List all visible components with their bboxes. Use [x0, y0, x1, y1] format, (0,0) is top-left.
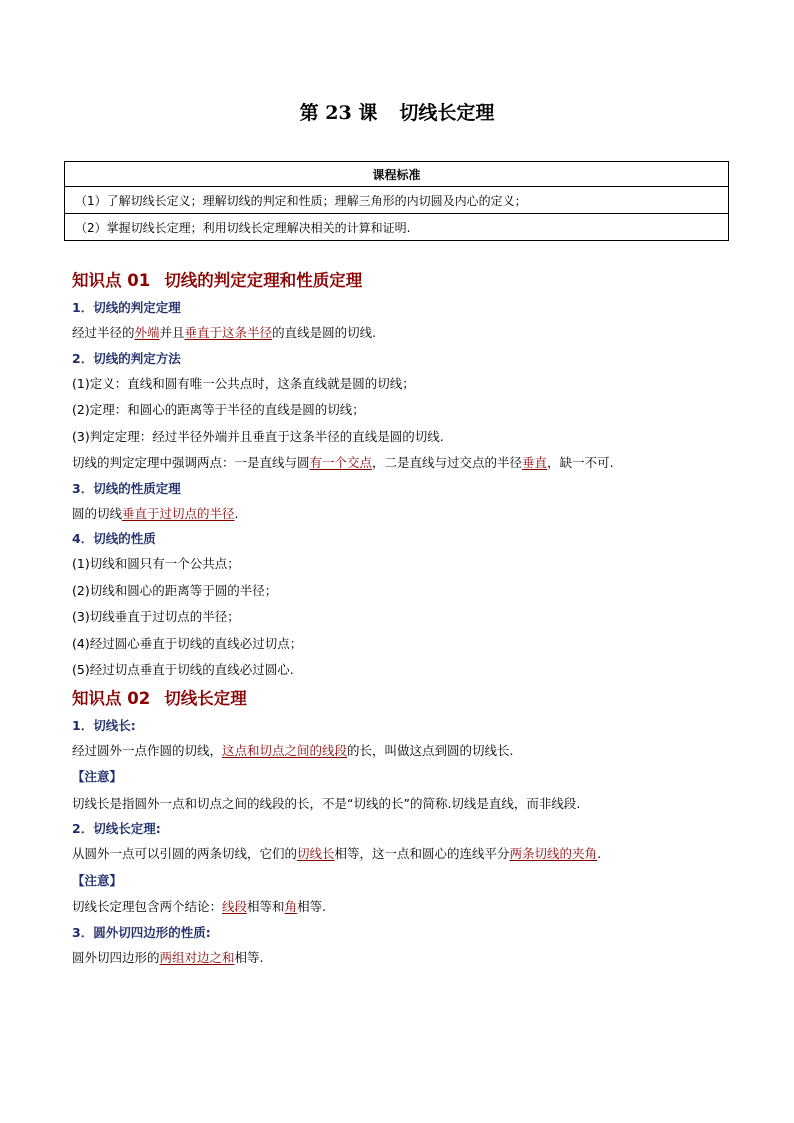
kp1-s4-item-1: (1)切线和圆只有一个公共点；	[72, 556, 240, 571]
kp1-s1-heading: 1．切线的判定定理	[72, 300, 181, 315]
kp2-s3-paragraph: 圆外切四边形的两组对边之和相等.	[72, 949, 264, 965]
main-content	[72, 266, 732, 971]
kp2-s1-note-label: 【注意】	[72, 769, 123, 784]
kp2-s2-heading: 2．切线长定理:	[72, 821, 161, 836]
page-title	[0, 98, 794, 125]
kp1-s3-paragraph: 圆的切线垂直于过切点的半径.	[72, 505, 239, 521]
kp1-s3-heading: 3．切线的性质定理	[72, 480, 181, 496]
standards-row-2: （2）掌握切线长定理；利用切线长定理解决相关的计算和证明.	[65, 214, 729, 241]
kp1-heading	[72, 266, 732, 296]
kp2-s1-paragraph: 经过圆外一点作圆的切线，这点和切点之间的线段的长，叫做这点到圆的切线长.	[72, 742, 514, 758]
highlight-one-intersection: 有一个交点	[309, 455, 373, 470]
kp1-s2-item-1: (1)定义：直线和圆有唯一公共点时，这条直线就是圆的切线；	[72, 375, 415, 391]
standards-row-1: （1）了解切线长定义；理解切线的判定和性质；理解三角形的内切圆及内心的定义；	[65, 187, 729, 214]
kp1-s2-item-3: (3)判定定理：经过半径外端并且垂直于这条半径的直线是圆的切线.	[72, 428, 444, 444]
highlight-outer-end: 外端	[134, 325, 160, 340]
highlight-tangent-length: 切线长	[297, 846, 335, 861]
kp1-s4-item-3: (3)切线垂直于过切点的半径；	[72, 609, 240, 624]
kp1-title: 切线的判定定理和性质定理	[164, 271, 363, 290]
kp1-s4-item-2: (2)切线和圆心的距离等于圆的半径；	[72, 582, 278, 598]
kp1-number: 知识点 01	[72, 271, 151, 290]
kp2-s3-heading: 3．圆外切四边形的性质:	[72, 924, 211, 940]
kp2-s1-heading: 1．切线长:	[72, 717, 136, 733]
kp1-s4-item-5: (5)经过切点垂直于切线的直线必过圆心.	[72, 662, 294, 677]
kp2-heading	[72, 684, 732, 714]
highlight-perpendicular-2: 垂直	[522, 455, 548, 470]
highlight-segment: 这点和切点之间的线段	[222, 742, 348, 758]
highlight-angle-between: 两条切线的夹角	[509, 846, 598, 861]
highlight-opposite-sides: 两组对边之和	[159, 949, 235, 965]
kp1-s4-heading: 4．切线的性质	[72, 531, 156, 546]
kp2-s2-paragraph: 从圆外一点可以引圆的两条切线，它们的切线长相等，这一点和圆心的连线平分两条切线的夹角.	[72, 846, 602, 861]
highlight-segments: 线段	[222, 899, 248, 914]
kp1-s2-item-2: (2)定理：和圆心的距离等于半径的直线是圆的切线；	[72, 402, 365, 417]
kp2-s2-note-paragraph: 切线长定理包含两个结论：线段相等和角相等.	[72, 899, 327, 914]
highlight-perpendicular-radius: 垂直于过切点的半径	[122, 505, 235, 521]
lesson-number: 第 23 课	[299, 102, 378, 124]
kp1-s2-heading: 2．切线的判定方法	[72, 350, 181, 366]
kp2-title: 切线长定理	[164, 688, 247, 708]
kp1-s4-item-4: (4)经过圆心垂直于切线的直线必过切点；	[72, 635, 303, 651]
curriculum-standards-table	[64, 161, 729, 241]
highlight-perpendicular: 垂直于这条半径	[184, 325, 273, 340]
lesson-title: 切线长定理	[399, 102, 495, 124]
kp2-number: 知识点 02	[72, 688, 151, 708]
standards-header: 课程标准	[65, 162, 729, 187]
highlight-angles: 角	[284, 899, 298, 914]
kp1-s1-paragraph: 经过半径的外端并且垂直于这条半径的直线是圆的切线.	[72, 325, 377, 340]
kp1-s2-paragraph: 切线的判定定理中强调两点：一是直线与圆有一个交点，二是直线与过交点的半径垂直，缺一不可.	[72, 455, 614, 470]
kp2-s1-note-paragraph: 切线长是指圆外一点和切点之间的线段的长，不是“切线的长”的简称.切线是直线，而非线段.	[72, 795, 581, 811]
kp2-s2-note-label: 【注意】	[72, 872, 123, 888]
